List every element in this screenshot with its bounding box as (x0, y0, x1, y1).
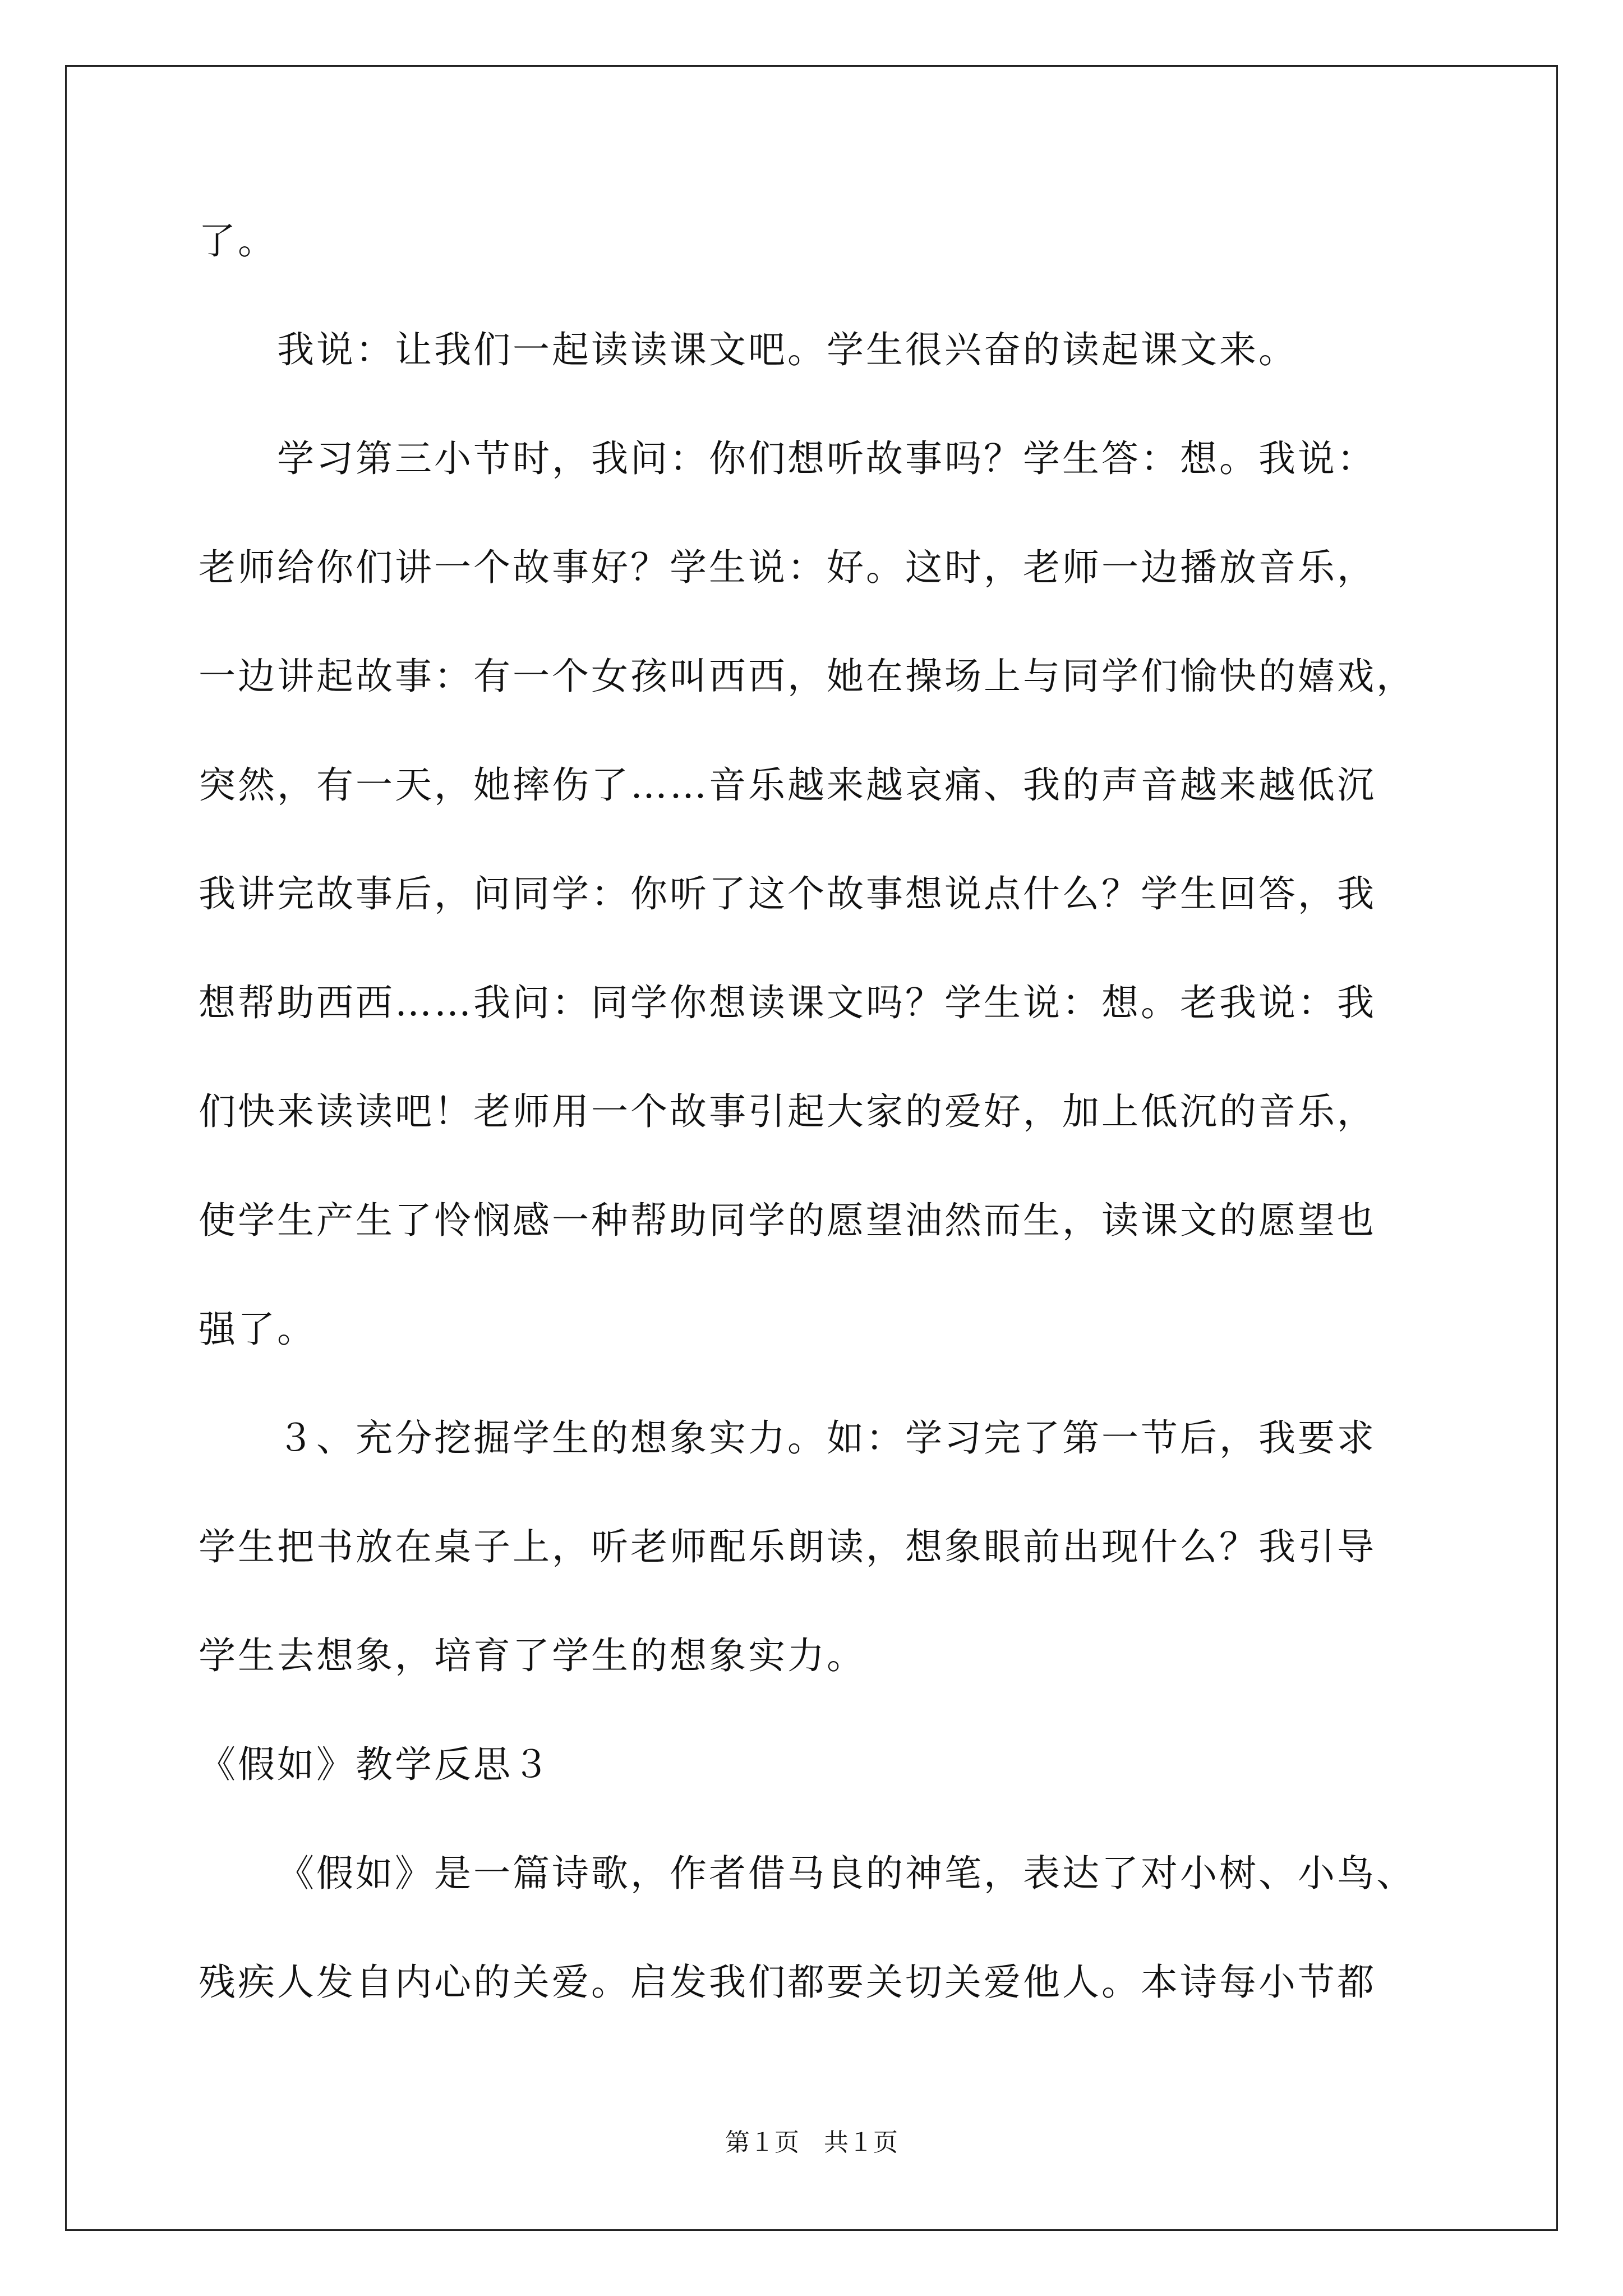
text-line-13: 学生把书放在桌子上，听老师配乐朗读，想象眼前出现什么？我引导 (199, 1525, 1376, 1568)
text-line-14: 学生去想象，培育了学生的想象实力。 (199, 1634, 866, 1677)
text-line-2: 我说：让我们一起读读课文吧。学生很兴奋的读起课文来。 (277, 328, 1298, 371)
text-line-6: 突然，有一天，她摔伤了……音乐越来越哀痛、我的声音越来越低沉 (199, 763, 1376, 807)
text-line-8: 想帮助西西……我问：同学你想读课文吗？学生说：想。老我说：我 (199, 981, 1376, 1024)
page-border (65, 65, 1558, 2231)
text-line-16: 《假如》是一篇诗歌，作者借马良的神笔，表达了对小树、小鸟、 (277, 1852, 1415, 1895)
text-line-10: 使学生产生了怜悯感一种帮助同学的愿望油然而生，读课文的愿望也 (199, 1199, 1376, 1242)
text-line-3: 学习第三小节时，我问：你们想听故事吗？学生答：想。我说： (277, 437, 1376, 480)
text-line-9: 们快来读读吧！老师用一个故事引起大家的爱好，加上低沉的音乐， (199, 1090, 1376, 1133)
text-line-17: 残疾人发自内心的关爱。启发我们都要关切关爱他人。本诗每小节都 (199, 1961, 1376, 2004)
text-line-7: 我讲完故事后，问同学：你听了这个故事想说点什么？学生回答，我 (199, 872, 1376, 915)
page-footer: 第１页 共１页 (725, 2128, 898, 2157)
text-line-1: 了。 (199, 219, 277, 263)
text-line-5: 一边讲起故事：有一个女孩叫西西，她在操场上与同学们愉快的嬉戏， (199, 655, 1415, 698)
text-line-12: ３、充分挖掘学生的想象实力。如：学习完了第一节后，我要求 (277, 1416, 1376, 1460)
text-line-11: 强了。 (199, 1308, 316, 1351)
section-heading: 《假如》教学反思３ (199, 1743, 552, 1786)
text-line-4: 老师给你们讲一个故事好？学生说：好。这时，老师一边播放音乐， (199, 546, 1376, 589)
